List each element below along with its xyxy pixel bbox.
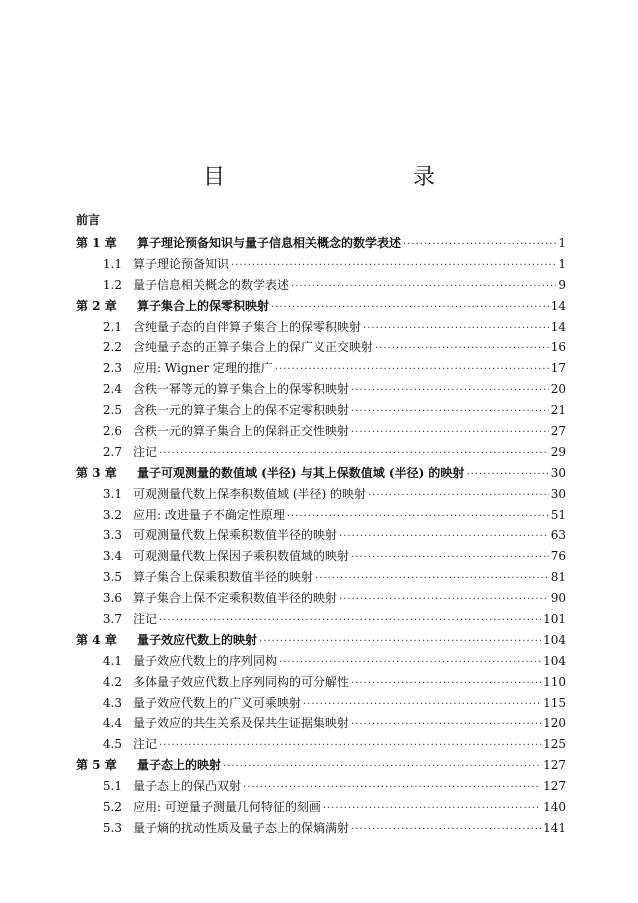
- toc-entry-page: 14: [550, 298, 566, 313]
- toc-entry-number: 3.7: [102, 612, 122, 627]
- dot-leader: [279, 653, 541, 674]
- toc-entry-title: 算子理论预备知识: [133, 256, 230, 271]
- toc-entry-title: 算子理论预备知识与量子信息相关概念的数学表述: [137, 236, 402, 250]
- toc-section-entry[interactable]: [76, 818, 566, 839]
- toc-entry-title: 量子效应的共生关系及保共生证据集映射: [133, 716, 350, 731]
- toc-section-entry[interactable]: [76, 484, 566, 505]
- toc-entry-title: 算子集合上保乘积数值半径的映射: [133, 570, 314, 585]
- toc-section-entry[interactable]: [76, 525, 566, 546]
- toc-entry-page: 1: [558, 256, 566, 271]
- toc-section-entry[interactable]: [76, 651, 566, 672]
- toc-section-entry[interactable]: [76, 776, 566, 797]
- toc-section-entry[interactable]: [76, 546, 566, 567]
- toc-entry-number: 4.5: [102, 737, 122, 752]
- toc-entry-page: 27: [550, 424, 566, 439]
- toc-entry-title: 量子熵的扰动性质及量子态上的保熵满射: [133, 820, 350, 835]
- toc-section-entry[interactable]: [76, 672, 566, 693]
- toc-entry-page: 21: [550, 403, 566, 418]
- toc-entry-page: 76: [550, 549, 566, 564]
- toc-entry-number: 3.1: [102, 486, 122, 501]
- toc-entry-page: 141: [543, 820, 566, 835]
- dot-leader: [466, 465, 548, 486]
- toc-entry-page: 9: [558, 277, 566, 292]
- dot-leader: [339, 527, 549, 548]
- toc-entry-page: 90: [550, 591, 566, 606]
- toc-section-entry[interactable]: [76, 693, 566, 714]
- toc-entry-page: 30: [550, 465, 566, 480]
- toc-entry-number: 第 5 章: [76, 758, 117, 773]
- toc-section-entry[interactable]: [76, 734, 566, 755]
- toc-entry-number: 1.2: [102, 277, 122, 292]
- toc-entry-page: 110: [543, 674, 566, 689]
- toc-entry-page: 81: [550, 570, 566, 585]
- toc-section-entry[interactable]: [76, 609, 566, 630]
- dot-leader: [351, 715, 541, 736]
- toc-entry-page: 14: [550, 319, 566, 334]
- toc-chapter-entry[interactable]: [76, 463, 566, 484]
- toc-entry-number: 第 4 章: [76, 632, 117, 647]
- toc-entry-page: 20: [550, 382, 566, 397]
- toc-entry-title: 算子集合上保不定乘积数值半径的映射: [133, 591, 338, 606]
- dot-leader: [259, 632, 541, 653]
- toc-section-entry[interactable]: [76, 337, 566, 358]
- dot-leader: [323, 799, 541, 820]
- toc-entry-number: 第 1 章: [76, 236, 117, 250]
- dot-leader: [351, 548, 549, 569]
- toc-entry-title: 含纯量子态的正算子集合上的保广义正交映射: [133, 340, 374, 355]
- toc-section-entry[interactable]: [76, 797, 566, 818]
- dot-leader: [159, 611, 541, 632]
- toc-entry-page: 104: [543, 653, 566, 668]
- dot-leader: [291, 277, 556, 298]
- toc-section-entry[interactable]: [76, 400, 566, 421]
- toc-entry-number: 4.4: [102, 716, 122, 731]
- toc-section-entry[interactable]: [76, 713, 566, 734]
- toc-entry-title: 含秩一元的算子集合上的保不定零积映射: [133, 403, 350, 418]
- toc-entry-page: 63: [550, 528, 566, 543]
- toc-entry-title: 多体量子效应代数上序列同构的可分解性: [133, 674, 350, 689]
- toc-entry-number: 第 3 章: [76, 465, 117, 480]
- toc-entry-title: 量子效应代数上的映射: [137, 632, 258, 647]
- toc-chapter-entry[interactable]: [76, 755, 566, 776]
- preface-entry[interactable]: 前言: [76, 213, 101, 227]
- toc-section-entry[interactable]: [76, 254, 566, 275]
- toc-entry-number: 1.1: [102, 256, 122, 271]
- toc-entry-title: 应用: 改进量子不确定性原理: [133, 507, 285, 522]
- dot-leader: [351, 402, 549, 423]
- dot-leader: [159, 444, 549, 465]
- toc-entry-number: 4.2: [102, 674, 122, 689]
- toc-entry-number: 2.7: [102, 444, 122, 459]
- toc-entry-number: 5.1: [102, 779, 122, 794]
- toc-entry-title: 可观测量代数上保因子乘积数值域的映射: [133, 549, 350, 564]
- dot-leader: [351, 423, 549, 444]
- toc-entry-page: 127: [543, 758, 566, 773]
- toc-entry-title: 可观测量代数上保李积数值域 (半径) 的映射: [133, 486, 366, 501]
- dot-leader: [243, 778, 541, 799]
- toc-entry-page: 51: [550, 507, 566, 522]
- toc-entry-page: 115: [543, 695, 566, 710]
- dot-leader: [368, 486, 549, 507]
- toc-section-entry[interactable]: [76, 588, 566, 609]
- dot-leader: [351, 820, 541, 841]
- toc-entry-title: 注记: [133, 444, 158, 459]
- toc-section-entry[interactable]: [76, 379, 566, 400]
- toc-entry-number: 5.2: [102, 800, 122, 815]
- toc-entry-page: 101: [543, 612, 566, 627]
- dot-leader: [231, 256, 556, 277]
- toc-entry-title: 量子信息相关概念的数学表述: [133, 277, 290, 292]
- toc-section-entry[interactable]: [76, 505, 566, 526]
- toc-entry-title: 注记: [133, 612, 158, 627]
- toc-entry-page: 17: [550, 361, 566, 376]
- toc-entry-number: 3.4: [102, 549, 122, 564]
- toc-entry-title: 量子态上的映射: [137, 758, 222, 773]
- dot-leader: [363, 319, 549, 340]
- toc-entry-number: 2.6: [102, 424, 122, 439]
- toc-chapter-entry[interactable]: [76, 296, 566, 317]
- toc-chapter-entry[interactable]: [76, 233, 566, 254]
- toc-entry-number: 2.5: [102, 403, 122, 418]
- toc-entry-page: 120: [543, 716, 566, 731]
- dot-leader: [303, 695, 541, 716]
- toc-section-entry[interactable]: [76, 567, 566, 588]
- dot-leader: [271, 298, 549, 319]
- toc-entry-page: 125: [543, 737, 566, 752]
- toc-entry-number: 4.3: [102, 695, 122, 710]
- toc-entry-number: 2.1: [102, 319, 122, 334]
- toc-entry-number: 3.5: [102, 570, 122, 585]
- toc-entry-title: 含秩一幂等元的算子集合上的保零积映射: [133, 382, 350, 397]
- toc-entry-title: 含秩一元的算子集合上的保斜正交性映射: [133, 424, 350, 439]
- toc-entry-title: 量子效应代数上的广义可乘映射: [133, 695, 302, 710]
- dot-leader: [287, 507, 549, 528]
- toc-entry-page: 1: [558, 236, 566, 250]
- dot-leader: [403, 235, 556, 256]
- toc-entry-title: 量子态上的保凸双射: [133, 779, 242, 794]
- toc-entry-number: 5.3: [102, 820, 122, 835]
- toc-entry-number: 4.1: [102, 653, 122, 668]
- dot-leader: [351, 381, 549, 402]
- toc-section-entry[interactable]: [76, 442, 566, 463]
- toc-entry-page: 140: [543, 800, 566, 815]
- dot-leader: [159, 736, 541, 757]
- toc-entry-title: 量子可观测量的数值域 (半径) 与其上保数值域 (半径) 的映射: [137, 465, 465, 480]
- toc-entry-number: 3.6: [102, 591, 122, 606]
- page-title: 目 录: [202, 165, 483, 190]
- toc-entry-title: 应用: 可逆量子测量几何特征的刻画: [133, 800, 321, 815]
- toc-entry-number: 2.4: [102, 382, 122, 397]
- toc-entry-title: 应用: Wigner 定理的推广: [133, 361, 273, 376]
- toc-entry-number: 2.3: [102, 361, 122, 376]
- toc-entry-page: 127: [543, 779, 566, 794]
- toc-chapter-entry[interactable]: [76, 630, 566, 651]
- toc-entry-number: 第 2 章: [76, 298, 117, 313]
- toc-entry-number: 2.2: [102, 340, 122, 355]
- toc-entry-page: 29: [550, 444, 566, 459]
- toc-entry-number: 3.2: [102, 507, 122, 522]
- toc-section-entry[interactable]: [76, 317, 566, 338]
- toc-entry-title: 含纯量子态的自伴算子集合上的保零积映射: [133, 319, 362, 334]
- toc-section-entry[interactable]: [76, 421, 566, 442]
- toc-entry-title: 量子效应代数上的序列同构: [133, 653, 278, 668]
- toc-list: [76, 233, 566, 839]
- dot-leader: [339, 590, 549, 611]
- toc-entry-page: 104: [543, 632, 566, 647]
- toc-entry-title: 算子集合上的保零积映射: [137, 298, 270, 313]
- dot-leader: [223, 757, 541, 778]
- dot-leader: [351, 674, 541, 695]
- dot-leader: [275, 360, 549, 381]
- toc-section-entry[interactable]: [76, 275, 566, 296]
- toc-section-entry[interactable]: [76, 358, 566, 379]
- toc-entry-number: 3.3: [102, 528, 122, 543]
- dot-leader: [375, 339, 549, 360]
- toc-entry-page: 16: [550, 340, 566, 355]
- toc-entry-page: 30: [550, 486, 566, 501]
- toc-entry-title: 注记: [133, 737, 158, 752]
- dot-leader: [315, 569, 549, 590]
- toc-entry-title: 可观测量代数上保乘积数值半径的映射: [133, 528, 338, 543]
